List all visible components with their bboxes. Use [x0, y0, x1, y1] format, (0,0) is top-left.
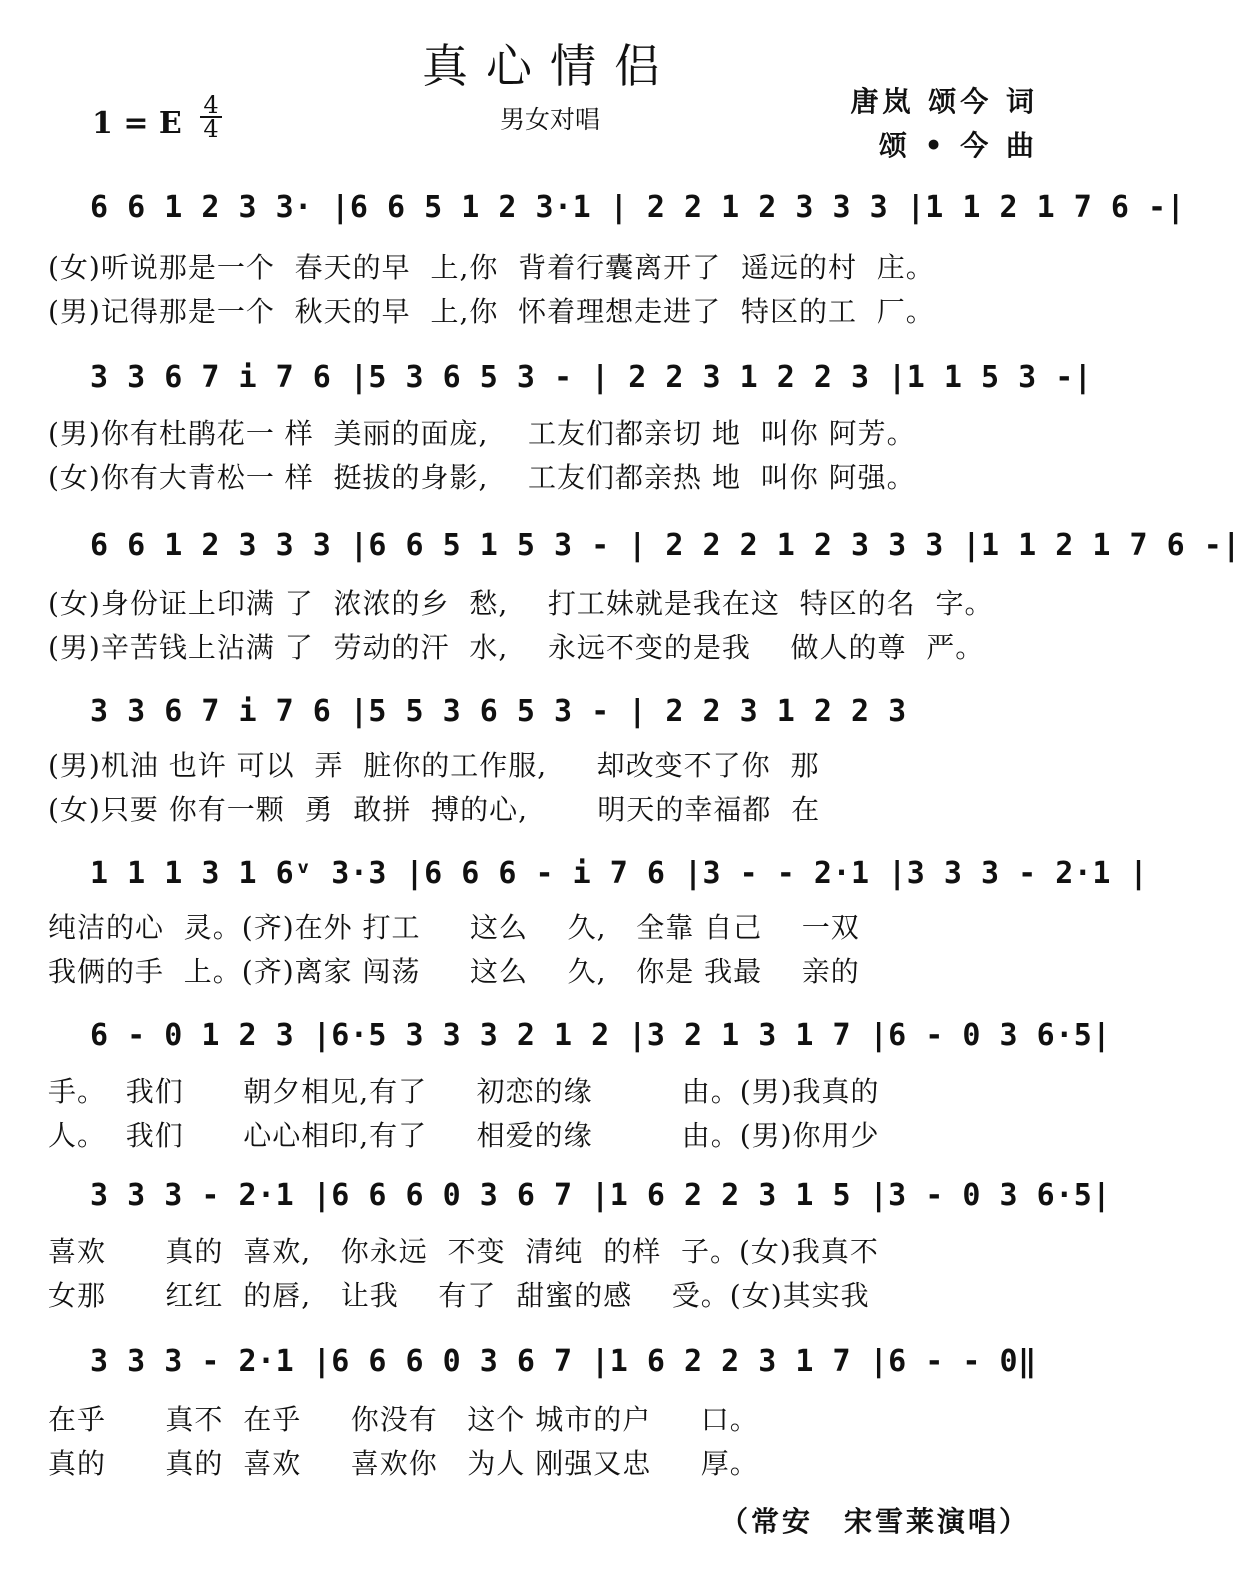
key-signature: 1 = E — [92, 106, 182, 141]
lyricist-credit: 唐岚 颂今 词 — [850, 85, 1038, 118]
lyric-line-female: (女)身份证上印满 了 浓浓的乡 愁, 打工妹就是我在这 特区的名 字。 — [48, 587, 994, 620]
lyric-line-1: 在乎 真不 在乎 你没有 这个 城市的户 口。 — [48, 1403, 759, 1436]
notation-line — [0, 350, 1100, 410]
notation-text: 3 3 3 - 2·1 |6 6 6 0 3 6 7 |1 6 2 2 3 1 7 |6 - - 0‖ — [90, 1344, 1037, 1379]
time-signature-bottom: 4 — [203, 115, 219, 143]
lyric-line-male: (男)辛苦钱上沾满 了 劳动的汗 水, 永远不变的是我 做人的尊 严。 — [48, 631, 985, 664]
notation-text: 6 6 1 2 3 3 3 |6 6 5 1 5 3 - | 2 2 2 1 2 3 3 3 |1 1 2 1 7 6 -| — [90, 528, 1241, 563]
notation-line — [0, 846, 1149, 906]
lyric-line-female: (女)听说那是一个 春天的早 上,你 背着行囊离开了 遥远的村 庄。 — [48, 251, 935, 284]
lyric-line-2: 女那 红红 的唇, 让我 有了 甜蜜的感 受。(女)其实我 — [48, 1279, 870, 1312]
lyric-line-1: 纯洁的心 灵。(齐)在外 打工 这么 久, 全靠 自己 一双 — [48, 911, 860, 944]
lyric-line-male: (男)你有杜鹃花一 样 美丽的面庞, 工友们都亲切 地 叫你 阿芳。 — [48, 417, 916, 450]
notation-line — [0, 1008, 1111, 1068]
notation-text: 3 3 3 - 2·1 |6 6 6 0 3 6 7 |1 6 2 2 3 1 5 |3 - 0 3 6·5| — [90, 1178, 1111, 1213]
time-signature — [200, 91, 222, 143]
lyric-line-male: (男)机油 也许 可以 弄 脏你的工作服, 却改变不了你 那 — [48, 749, 820, 782]
notation-text: 3 3 6 7 i 7 6 |5 5 3 6 5 3 - | 2 2 3 1 2 2 3 — [90, 694, 907, 729]
lyric-line-female: (女)只要 你有一颗 勇 敢拼 搏的心, 明天的幸福都 在 — [48, 793, 821, 826]
song-title: 真心情侣 — [422, 39, 678, 93]
notation-text: 3 3 6 7 i 7 6 |5 3 6 5 3 - | 2 2 3 1 2 2 3 |1 1 5 3 -| — [90, 360, 1093, 395]
notation-line — [0, 684, 1100, 744]
notation-line — [0, 518, 1241, 578]
notation-line — [0, 1334, 1100, 1394]
song-subtitle: 男女对唱 — [499, 105, 600, 134]
lyric-line-2: 我俩的手 上。(齐)离家 闯荡 这么 久, 你是 我最 亲的 — [48, 955, 860, 988]
notation-text: 6 - 0 1 2 3 |6·5 3 3 3 2 1 2 |3 2 1 3 1 7 |6 - 0 3 6·5| — [90, 1018, 1111, 1053]
notation-line — [0, 1168, 1111, 1228]
notation-line — [0, 180, 1186, 240]
lyric-line-female: (女)你有大青松一 样 挺拔的身影, 工友们都亲热 地 叫你 阿强。 — [48, 461, 916, 494]
lyric-line-2: 人。 我们 心心相印,有了 相爱的缘 由。(男)你用少 — [48, 1119, 880, 1152]
time-signature-top: 4 — [203, 91, 219, 119]
lyric-line-1: 喜欢 真的 喜欢, 你永远 不变 清纯 的样 子。(女)我真不 — [48, 1235, 879, 1268]
notation-text: 6 6 1 2 3 3· |6 6 5 1 2 3·1 | 2 2 1 2 3 3 3 |1 1 2 1 7 6 -| — [90, 190, 1186, 225]
performer-credit: （常安 宋雪莱演唱） — [719, 1505, 1030, 1538]
lyric-line-1: 手。 我们 朝夕相见,有了 初恋的缘 由。(男)我真的 — [48, 1075, 880, 1108]
lyric-line-male: (男)记得那是一个 秋天的早 上,你 怀着理想走进了 特区的工 厂。 — [48, 295, 935, 328]
notation-text: 1 1 1 3 1 6ᵛ 3·3 |6 6 6 - i 7 6 |3 - - 2·1 |3 3 3 - 2·1 | — [90, 856, 1149, 891]
composer-credit: 颂 • 今 曲 — [878, 129, 1038, 162]
lyric-line-2: 真的 真的 喜欢 喜欢你 为人 刚强又忠 厚。 — [48, 1447, 759, 1480]
